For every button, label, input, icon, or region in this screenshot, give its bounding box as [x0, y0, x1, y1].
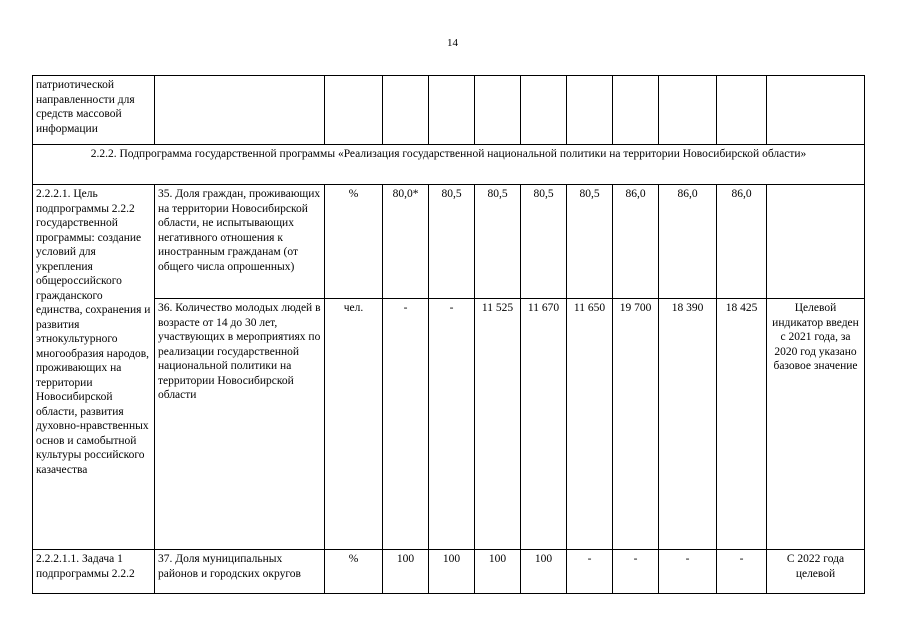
- value-cell: 80,5: [475, 185, 521, 299]
- value-cell: 100: [383, 550, 429, 594]
- value-cell: -: [383, 299, 429, 550]
- note-cell: Целевой индикатор введен с 2021 года, за 2020 год указано базовое значение: [767, 299, 865, 550]
- value-cell: 80,5: [429, 185, 475, 299]
- task-cell: 2.2.2.1.1. Задача 1 подпрограммы 2.2.2: [33, 550, 155, 594]
- value-cell: 18 425: [717, 299, 767, 550]
- indicator-name-cell: 37. Доля муниципальных районов и городских округов: [155, 550, 325, 594]
- goal-cell: 2.2.2.1. Цель подпрограммы 2.2.2 государственной программы: создание условий для укрепления общероссийского гражданского единства, сохранения и развития этнокультурного многообразия народов, проживающих на территории Новосибирской области, развития духовно-нравственных основ и самобытной культуры российского казачества: [33, 185, 155, 550]
- value-cell: -: [659, 550, 717, 594]
- indicator-name-cell: 35. Доля граждан, проживающих на территории Новосибирской области, не испытывающих негативного отношения к иностранным гражданам (от общего числа опрошенных): [155, 185, 325, 299]
- value-cell: 19 700: [613, 299, 659, 550]
- note-cell: [767, 185, 865, 299]
- value-cell: 80,0*: [383, 185, 429, 299]
- value-cell: 11 670: [521, 299, 567, 550]
- goal-cell: патриотической направленности для средств массовой информации: [33, 76, 155, 145]
- page-number: 14: [447, 37, 458, 49]
- unit-cell: [325, 76, 383, 145]
- section-row: [33, 145, 865, 185]
- value-cell: [659, 76, 717, 145]
- value-cell: 100: [521, 550, 567, 594]
- value-cell: [717, 76, 767, 145]
- unit-cell: %: [325, 185, 383, 299]
- value-cell: 11 525: [475, 299, 521, 550]
- value-cell: -: [567, 550, 613, 594]
- value-cell: -: [717, 550, 767, 594]
- value-cell: [521, 76, 567, 145]
- value-cell: -: [429, 299, 475, 550]
- value-cell: 86,0: [659, 185, 717, 299]
- value-cell: 11 650: [567, 299, 613, 550]
- value-cell: [613, 76, 659, 145]
- table-row: [33, 185, 865, 299]
- value-cell: 18 390: [659, 299, 717, 550]
- note-cell: С 2022 года целевой: [767, 550, 865, 594]
- indicators-table: [32, 75, 865, 594]
- table-row: [33, 76, 865, 145]
- value-cell: 80,5: [521, 185, 567, 299]
- table-row: [33, 299, 865, 550]
- value-cell: 100: [475, 550, 521, 594]
- value-cell: [383, 76, 429, 145]
- value-cell: [567, 76, 613, 145]
- indicator-name-cell: 36. Количество молодых людей в возрасте от 14 до 30 лет, участвующих в мероприятиях по реализации государственной национальной политики на территории Новосибирской области: [155, 299, 325, 550]
- indicator-name-cell: [155, 76, 325, 145]
- value-cell: -: [613, 550, 659, 594]
- value-cell: 86,0: [717, 185, 767, 299]
- value-cell: [475, 76, 521, 145]
- section-title: 2.2.2. Подпрограмма государственной программы «Реализация государственной национальной политики на территории Новосибирской области»: [33, 145, 865, 185]
- value-cell: 100: [429, 550, 475, 594]
- value-cell: 86,0: [613, 185, 659, 299]
- table-row: [33, 550, 865, 594]
- value-cell: 80,5: [567, 185, 613, 299]
- unit-cell: чел.: [325, 299, 383, 550]
- note-cell: [767, 76, 865, 145]
- value-cell: [429, 76, 475, 145]
- unit-cell: %: [325, 550, 383, 594]
